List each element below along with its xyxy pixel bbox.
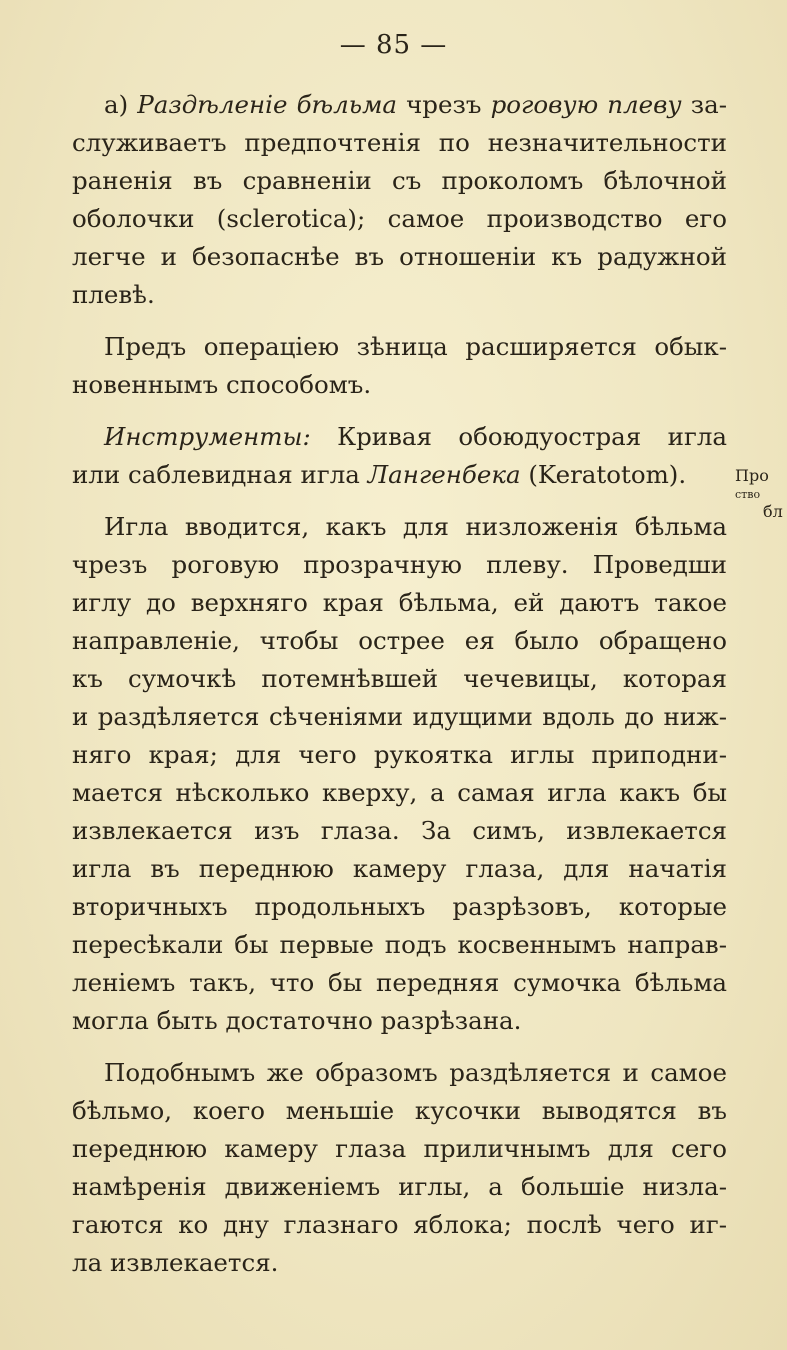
text-segment: къ сумочкѣ потемнѣвшей чечевицы, которая	[72, 664, 727, 693]
text-line	[72, 850, 727, 888]
text-segment: гаются ко дну глазнаго яблока; послѣ чего иг-	[72, 1210, 727, 1239]
text-segment: чрезъ роговую прозрачную плеву. Проведши	[72, 550, 727, 579]
margin-note	[735, 465, 787, 523]
text-line	[72, 456, 727, 494]
text-segment: извлекается изъ глаза. За симъ, извлекается	[72, 816, 727, 845]
text-segment: переднюю камеру глаза приличнымъ для сего	[72, 1134, 727, 1163]
page-number: — 85 —	[339, 30, 448, 60]
text-line	[72, 238, 727, 276]
margin-note-line: бл	[763, 502, 783, 521]
text-segment: (Keratotom).	[520, 460, 687, 489]
text-line	[72, 1206, 727, 1244]
italic-text: роговую плеву	[490, 90, 682, 119]
text-line	[72, 964, 727, 1002]
text-line	[72, 698, 727, 736]
paragraph	[72, 328, 727, 404]
text-line	[72, 86, 727, 124]
text-segment: могла быть достаточно разрѣзана.	[72, 1006, 522, 1035]
text-segment: няго края; для чего рукоятка иглы приподни-	[72, 740, 727, 769]
text-segment: игла въ переднюю камеру глаза, для начатія	[72, 854, 727, 883]
text-line	[72, 584, 727, 622]
text-segment: леніемъ такъ, что бы передняя сумочка бѣльма	[72, 968, 727, 997]
text-segment: иглу до верхняго края бѣльма, ей даютъ такое	[72, 588, 727, 617]
text-segment: пересѣкали бы первые подъ косвеннымъ направ-	[72, 930, 727, 959]
text-segment: раненія въ сравненіи съ проколомъ бѣлочной	[72, 166, 727, 195]
text-segment: намѣренія движеніемъ иглы, а большіе низла-	[72, 1172, 727, 1201]
text-segment: оболочки (sclerotica); самое производство его	[72, 204, 727, 233]
text-segment: новеннымъ способомъ.	[72, 370, 372, 399]
text-line	[72, 366, 727, 404]
text-line	[72, 1168, 727, 1206]
text-segment: мается нѣсколько кверху, а самая игла какъ бы	[72, 778, 727, 807]
text-line	[72, 1092, 727, 1130]
text-line	[72, 200, 727, 238]
text-segment: а)	[104, 90, 138, 119]
paragraph	[72, 86, 727, 314]
text-line	[72, 660, 727, 698]
margin-note-line: ство	[735, 488, 761, 501]
text-line	[72, 162, 727, 200]
text-segment: Подобнымъ же образомъ раздѣляется и самое	[104, 1058, 727, 1087]
text-segment: или саблевидная игла	[72, 460, 368, 489]
text-line	[72, 736, 727, 774]
text-segment: Кривая обоюдуострая игла	[310, 422, 727, 451]
text-segment: плевѣ.	[72, 280, 155, 309]
text-segment: легче и безопаснѣе въ отношеніи къ радужной	[72, 242, 727, 271]
text-line	[72, 276, 727, 314]
paragraph	[72, 1054, 727, 1282]
text-segment: Игла вводится, какъ для низложенія бѣльма	[104, 512, 727, 541]
text-segment: Предъ операціею зѣница расширяется обык-	[104, 332, 727, 361]
text-segment: и раздѣляется сѣченіями идущими вдоль до ниж-	[72, 702, 727, 731]
margin-note-line: Про	[735, 466, 769, 485]
body-text	[72, 86, 727, 1296]
text-line	[72, 1130, 727, 1168]
text-line	[72, 124, 727, 162]
text-segment: направленіе, чтобы острее ея было обращено	[72, 626, 727, 655]
paragraph	[72, 418, 727, 494]
text-segment: ла извлекается.	[72, 1248, 279, 1277]
text-line	[72, 622, 727, 660]
text-segment: за-	[681, 90, 728, 119]
text-line	[72, 328, 727, 366]
text-line	[72, 508, 727, 546]
text-line	[72, 888, 727, 926]
text-segment: вторичныхъ продольныхъ разрѣзовъ, которые	[72, 892, 727, 921]
italic-text: Раздѣленіе бѣльма	[137, 90, 397, 119]
text-line	[72, 1244, 727, 1282]
text-line	[72, 1054, 727, 1092]
italic-text: Лангенбека	[367, 460, 521, 489]
text-line	[72, 546, 727, 584]
text-segment: служиваетъ предпочтенія по незначительности	[72, 128, 727, 157]
paragraph	[72, 508, 727, 1040]
text-line	[72, 812, 727, 850]
text-line	[72, 1002, 727, 1040]
text-segment: чрезъ	[397, 90, 491, 119]
text-line	[72, 418, 727, 456]
text-segment: бѣльмо, коего меньшіе кусочки выводятся въ	[72, 1096, 727, 1125]
text-line	[72, 926, 727, 964]
text-line	[72, 774, 727, 812]
italic-text: Инструменты:	[104, 422, 311, 451]
